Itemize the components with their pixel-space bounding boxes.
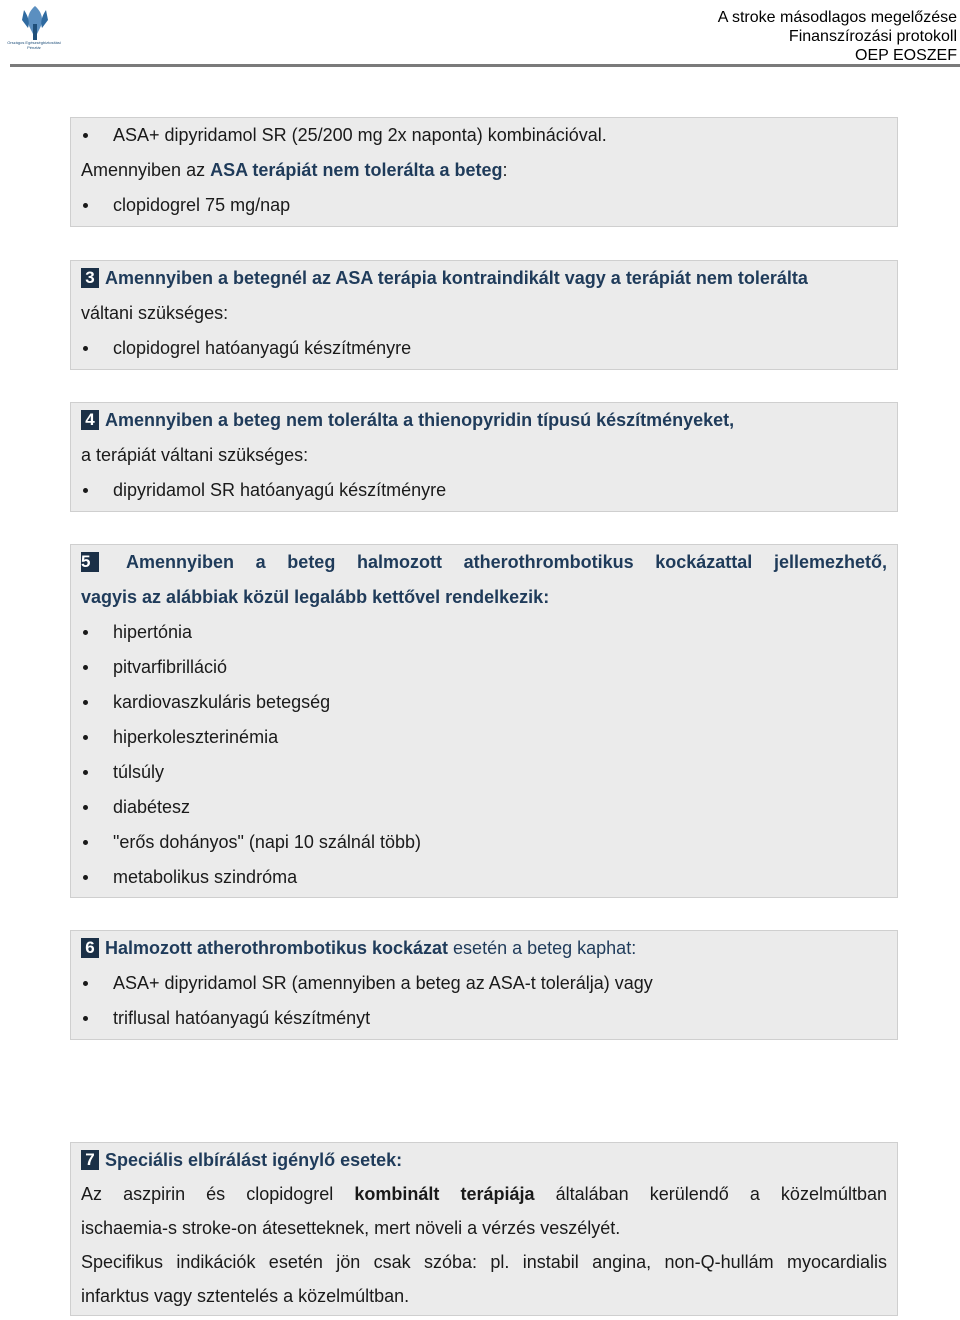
- list-item: hiperkoleszterinémia: [81, 720, 887, 755]
- list-item: clopidogrel 75 mg/nap: [81, 188, 887, 223]
- list-item: ASA+ dipyridamol SR (amennyiben a beteg az ASA-t tolerálja) vagy: [81, 966, 887, 1001]
- section-number-badge: 7: [81, 1150, 99, 1170]
- bullet-icon: [83, 700, 88, 705]
- list-item: triflusal hatóanyagú készítményt: [81, 1001, 887, 1036]
- bullet-icon: [83, 1016, 88, 1021]
- list-item: metabolikus szindróma: [81, 860, 887, 895]
- header-title-line3: OEP EOSZEF: [855, 47, 957, 64]
- paragraph-line: Specifikus indikációk esetén jön csak szóba: pl. instabil angina, non-Q-hullám myocardialis: [81, 1252, 887, 1272]
- section-box-1: [70, 117, 898, 227]
- list-item: clopidogrel hatóanyagú készítményre: [81, 331, 887, 366]
- section-box-3: [70, 260, 898, 370]
- bullet-icon: [83, 203, 88, 208]
- header-divider: [10, 64, 960, 67]
- list-item: dipyridamol SR hatóanyagú készítményre: [81, 473, 887, 508]
- section-box-6: [70, 930, 898, 1040]
- header-title-line1: A stroke másodlagos megelőzése: [717, 9, 957, 26]
- list-item: túlsúly: [81, 755, 887, 790]
- bullet-icon: [83, 630, 88, 635]
- paragraph-line: infarktus vagy sztentelés a közelmúltban.: [81, 1286, 410, 1306]
- list-item: diabétesz: [81, 790, 887, 825]
- list-item: ASA+ dipyridamol SR (25/200 mg 2x naponta) kombinációval.: [81, 118, 887, 153]
- bullet-icon: [83, 665, 88, 670]
- bullet-icon: [83, 488, 88, 493]
- section-box-4: [70, 402, 898, 512]
- section-box-5: [70, 544, 898, 898]
- section-number-badge: 4: [81, 410, 99, 430]
- logo-caption: Országos Egészségbiztosítási Pénztár: [7, 40, 61, 50]
- section-title: 7 Speciális elbírálást igénylő esetek:: [81, 1143, 887, 1178]
- list-item: pitvarfibrilláció: [81, 650, 887, 685]
- section-number-badge: 3: [81, 268, 99, 288]
- section-number-badge: 5: [81, 552, 99, 572]
- section-title: 4 Amennyiben a beteg nem tolerálta a thienopyridin típusú készítményeket,: [81, 403, 887, 438]
- bullet-icon: [83, 875, 88, 880]
- paragraph-line: a terápiát váltani szükséges:: [81, 445, 309, 465]
- section-title: 5 Amennyiben a beteg halmozott atherothrombotikus kockázattal jellemezhető,: [81, 552, 887, 572]
- section-number-badge: 6: [81, 938, 99, 958]
- bullet-icon: [83, 133, 88, 138]
- list-item: "erős dohányos" (napi 10 szálnál több): [81, 825, 887, 860]
- section-box-7: [70, 1142, 898, 1316]
- section-title: 3 Amennyiben a betegnél az ASA terápia kontraindikált vagy a terápiát nem tolerálta: [81, 261, 887, 296]
- bullet-icon: [83, 840, 88, 845]
- list-item: kardiovaszkuláris betegség: [81, 685, 887, 720]
- bullet-icon: [83, 346, 88, 351]
- bullet-icon: [83, 735, 88, 740]
- section-subtitle: vagyis az alábbiak közül legalább kettővel rendelkezik:: [81, 587, 550, 607]
- bullet-icon: [83, 770, 88, 775]
- header-title: [718, 8, 957, 65]
- list-item: hipertónia: [81, 615, 887, 650]
- paragraph-line: ischaemia-s stroke-on átesetteknek, mert növeli a vérzés veszélyét.: [81, 1218, 621, 1238]
- page-header: [0, 0, 960, 70]
- bullet-icon: [83, 981, 88, 986]
- paragraph-line: Az aszpirin és clopidogrel kombinált terápiája általában kerülendő a közelmúltban: [81, 1184, 887, 1204]
- paragraph-line: Amennyiben az ASA terápiát nem tolerálta a beteg:: [81, 160, 508, 180]
- section-title: 6 Halmozott atherothrombotikus kockázat esetén a beteg kaphat:: [81, 931, 887, 966]
- paragraph-line: váltani szükséges:: [81, 303, 229, 323]
- bullet-icon: [83, 805, 88, 810]
- header-title-line2: Finanszírozási protokoll: [788, 28, 957, 45]
